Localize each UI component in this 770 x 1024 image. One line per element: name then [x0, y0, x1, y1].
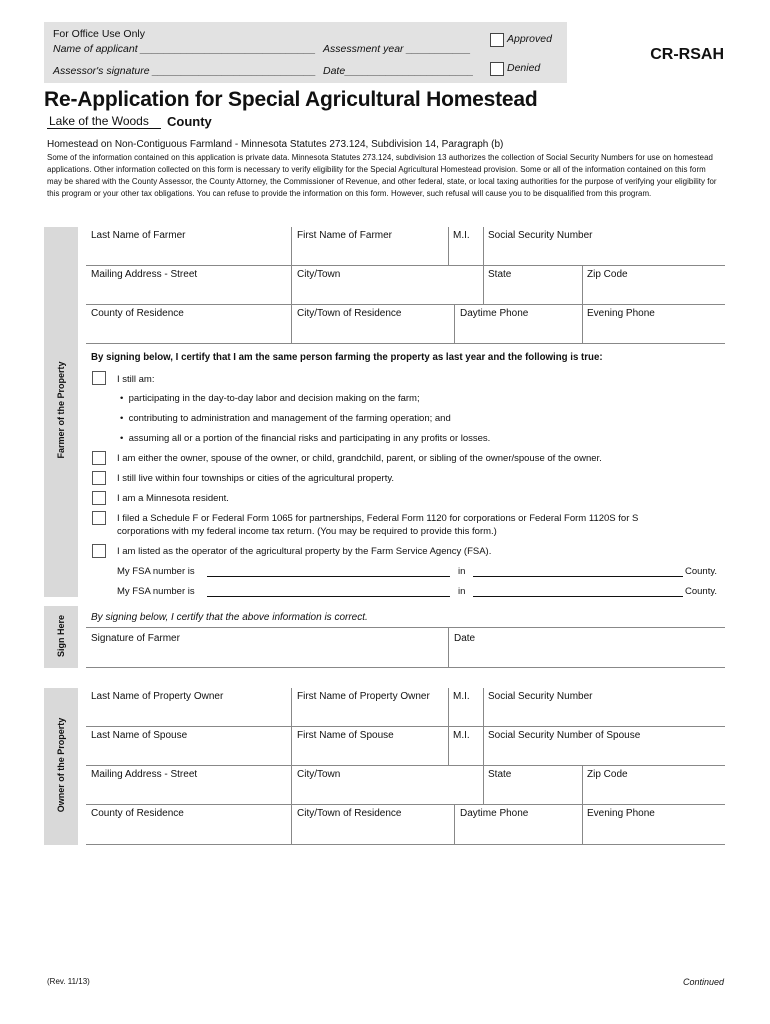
assessment-year-field[interactable]: Assessment year ___________ [323, 43, 471, 55]
farmer-signature-field[interactable]: Signature of Farmer [86, 627, 449, 668]
owner-relation-checkbox[interactable] [92, 451, 106, 465]
county-input[interactable] [47, 113, 161, 129]
farmer-evening-phone-field[interactable]: Evening Phone [583, 305, 725, 344]
schedule-f-label-1: I filed a Schedule F or Federal Form 1065 for partnerships, Federal Form 1120 for corporations or Federal Form 1120S for S [117, 513, 639, 524]
spouse-mi-field[interactable]: M.I. [449, 727, 484, 766]
farmer-first-name-field[interactable]: First Name of Farmer [292, 227, 449, 266]
sign-date-field[interactable]: Date [449, 627, 725, 668]
farmer-last-name-field[interactable]: Last Name of Farmer [86, 227, 292, 266]
still-am-label: I still am: [117, 374, 155, 385]
farmer-mailing-field[interactable]: Mailing Address - Street [86, 266, 292, 305]
page-title: Re-Application for Special Agricultural Homestead [44, 88, 538, 111]
farmer-state-field[interactable]: State [484, 266, 583, 305]
bullet-3: • assuming all or a portion of the financial risks and participating in any profits or losses. [120, 433, 491, 444]
spouse-last-name-field[interactable]: Last Name of Spouse [86, 727, 292, 766]
owner-evening-phone-field[interactable]: Evening Phone [583, 805, 725, 845]
denied-label: Denied [507, 62, 541, 74]
spouse-first-name-field[interactable]: First Name of Spouse [292, 727, 449, 766]
assessor-signature-field[interactable]: Assessor's signature ____________________________ [53, 65, 316, 77]
fsa-county-field-1[interactable] [473, 565, 683, 577]
owner-day-phone-field[interactable]: Daytime Phone [455, 805, 583, 845]
owner-city-residence-field[interactable]: City/Town of Residence [292, 805, 455, 845]
fsa-operator-checkbox[interactable] [92, 544, 106, 558]
owner-section-label: Owner of the Property [56, 717, 66, 813]
owner-zip-field[interactable]: Zip Code [583, 766, 725, 805]
approved-checkbox[interactable] [490, 33, 504, 47]
certify-heading: By signing below, I certify that I am the same person farming the property as last year and the following is true: [91, 352, 603, 363]
bullet-1: • participating in the day-to-day labor and decision making on the farm; [120, 393, 420, 404]
statute-subheading: Homestead on Non-Contiguous Farmland - Minnesota Statutes 273.124, Subdivision 14, Paragraph (b) [47, 139, 504, 150]
resident-label: I am a Minnesota resident. [117, 493, 229, 504]
form-code: CR-RSAH [650, 46, 724, 63]
farmer-section-label: Farmer of the Property [56, 361, 66, 459]
farmer-county-field[interactable]: County of Residence [86, 305, 292, 344]
fsa-number-field-2[interactable] [207, 585, 450, 597]
county-label: County [167, 114, 212, 129]
applicant-name-field[interactable]: Name of applicant ______________________________ [53, 43, 316, 55]
spouse-ssn-field[interactable]: Social Security Number of Spouse [484, 727, 725, 766]
fsa-operator-label: I am listed as the operator of the agricultural property by the Farm Service Agency (FSA). [117, 546, 492, 557]
owner-last-name-field[interactable]: Last Name of Property Owner [86, 688, 292, 727]
farmer-city-field[interactable]: City/Town [292, 266, 484, 305]
schedule-f-label-2: corporations with my federal income tax return. (You may be required to provide this form.) [117, 526, 497, 537]
townships-checkbox[interactable] [92, 471, 106, 485]
fsa-number-field-1[interactable] [207, 565, 450, 577]
owner-mi-field[interactable]: M.I. [449, 688, 484, 727]
office-use-box [44, 22, 567, 83]
privacy-notice: Some of the information contained on this application is private data. Minnesota Statutes 273.124, subdivision 13 authorizes the collection of Social Security Numbers for use on homestead applications. Other information collected on this form is necessary to verify eligibility for the Special Agricultural Homestead provision. Some or all of the information contained on this form may be shared with the County Assessor, the County Attorney, the Commissioner of Revenue, and other federal, state, or local taxing authorities for the purpose of verifying your eligibility for this program or your other tax obligations. You can refuse to provide the information on this form. However, such refusal will cause you to be disqualified from this program. [47, 153, 717, 198]
continued-note: Continued [682, 977, 724, 987]
owner-ssn-field[interactable]: Social Security Number [484, 688, 725, 727]
revision-note: (Rev. 11/13) [47, 977, 90, 986]
fsa-county-field-2[interactable] [473, 585, 683, 597]
farmer-city-residence-field[interactable]: City/Town of Residence [292, 305, 455, 344]
sign-section-label: Sign Here [56, 615, 66, 658]
owner-city-field[interactable]: City/Town [292, 766, 484, 805]
owner-first-name-field[interactable]: First Name of Property Owner [292, 688, 449, 727]
fsa-number-label-2: My FSA number is [117, 586, 195, 597]
approved-label: Approved [507, 33, 552, 45]
still-am-checkbox[interactable] [92, 371, 106, 385]
office-date-field[interactable]: Date______________________ [323, 65, 474, 77]
townships-label: I still live within four townships or cities of the agricultural property. [117, 473, 395, 484]
denied-checkbox[interactable] [490, 62, 504, 76]
owner-section-band [44, 688, 78, 845]
owner-mailing-field[interactable]: Mailing Address - Street [86, 766, 292, 805]
bullet-2: • contributing to administration and management of the farming operation; and [120, 413, 451, 424]
farmer-ssn-field[interactable]: Social Security Number [484, 227, 725, 266]
schedule-f-checkbox[interactable] [92, 511, 106, 525]
fsa-in-label-1: in [458, 566, 466, 577]
owner-relation-label: I am either the owner, spouse of the owner, or child, grandchild, parent, or sibling of the owner/spouse of the owner. [117, 453, 602, 464]
sign-statement: By signing below, I certify that the above information is correct. [91, 612, 368, 623]
farmer-section-band [44, 227, 78, 597]
farmer-zip-field[interactable]: Zip Code [583, 266, 725, 305]
resident-checkbox[interactable] [92, 491, 106, 505]
owner-county-field[interactable]: County of Residence [86, 805, 292, 845]
fsa-county-suffix-1: County. [685, 566, 718, 577]
farmer-mi-field[interactable]: M.I. [449, 227, 484, 266]
office-use-title: For Office Use Only [53, 28, 145, 40]
owner-state-field[interactable]: State [484, 766, 583, 805]
sign-section-band [44, 606, 78, 668]
fsa-in-label-2: in [458, 586, 466, 597]
farmer-day-phone-field[interactable]: Daytime Phone [455, 305, 583, 344]
fsa-number-label-1: My FSA number is [117, 566, 195, 577]
fsa-county-suffix-2: County. [685, 586, 718, 597]
